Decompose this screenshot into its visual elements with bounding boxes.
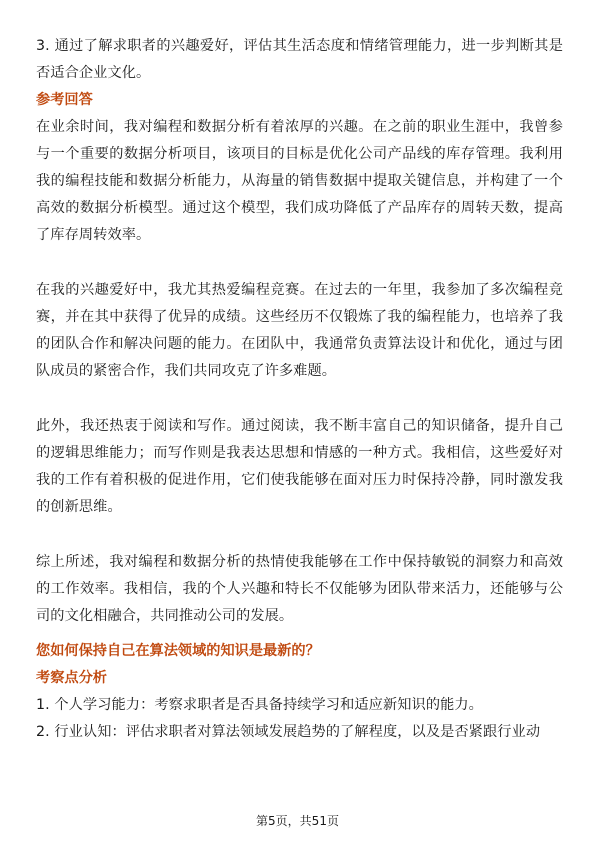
answer-paragraph-3: 此外，我还热衷于阅读和写作。通过阅读，我不断丰富自己的知识储备，提升自己的逻辑思维能力；而写作则是我表达思想和情感的一种方式。我相信，这些爱好对我的工作有着积极的促进作用，它们使我能够在面对压力时保持冷静，同时激发我的创新思维。 xyxy=(36,418,563,515)
question-heading: 您如何保持自己在算法领域的知识是最新的？ xyxy=(36,643,320,659)
analysis-point-1: 1. 个人学习能力：考察求职者是否具备持续学习和适应新知识的能力。 xyxy=(36,697,483,713)
answer-heading: 参考回答 xyxy=(36,92,93,108)
page-number-footer: 第5页，共51页 xyxy=(256,814,339,828)
analysis-heading: 考察点分析 xyxy=(36,670,107,686)
answer-paragraph-2: 在我的兴趣爱好中，我尤其热爱编程竞赛。在过去的一年里，我参加了多次编程竞赛，并在其中获得了优异的成绩。这些经历不仅锻炼了我的编程能力，也培养了我的团队合作和解决问题的能力。在团队中，我通常负责算法设计和优化，通过与团队成员的紧密合作，我们共同攻克了许多难题。 xyxy=(36,282,563,379)
page-content xyxy=(36,33,563,746)
intro-point-3: 3. 通过了解求职者的兴趣爱好，评估其生活态度和情绪管理能力，进一步判断其是否适合企业文化。 xyxy=(36,38,563,81)
answer-paragraph-1: 在业余时间，我对编程和数据分析有着浓厚的兴趣。在之前的职业生涯中，我曾参与一个重要的数据分析项目，该项目的目标是优化公司产品线的库存管理。我利用我的编程技能和数据分析能力，从海量的销售数据中提取关键信息，并构建了一个高效的数据分析模型。通过这个模型，我们成功降低了产品库存的周转天数，提高了库存周转效率。 xyxy=(36,119,563,243)
analysis-point-2: 2. 行业认知：评估求职者对算法领域发展趋势的了解程度，以及是否紧跟行业动 xyxy=(36,724,541,740)
answer-paragraph-4: 综上所述，我对编程和数据分析的热情使我能够在工作中保持敏锐的洞察力和高效的工作效率。我相信，我的个人兴趣和特长不仅能够为团队带来活力，还能够与公司的文化相融合，共同推动公司的发展。 xyxy=(36,554,563,624)
